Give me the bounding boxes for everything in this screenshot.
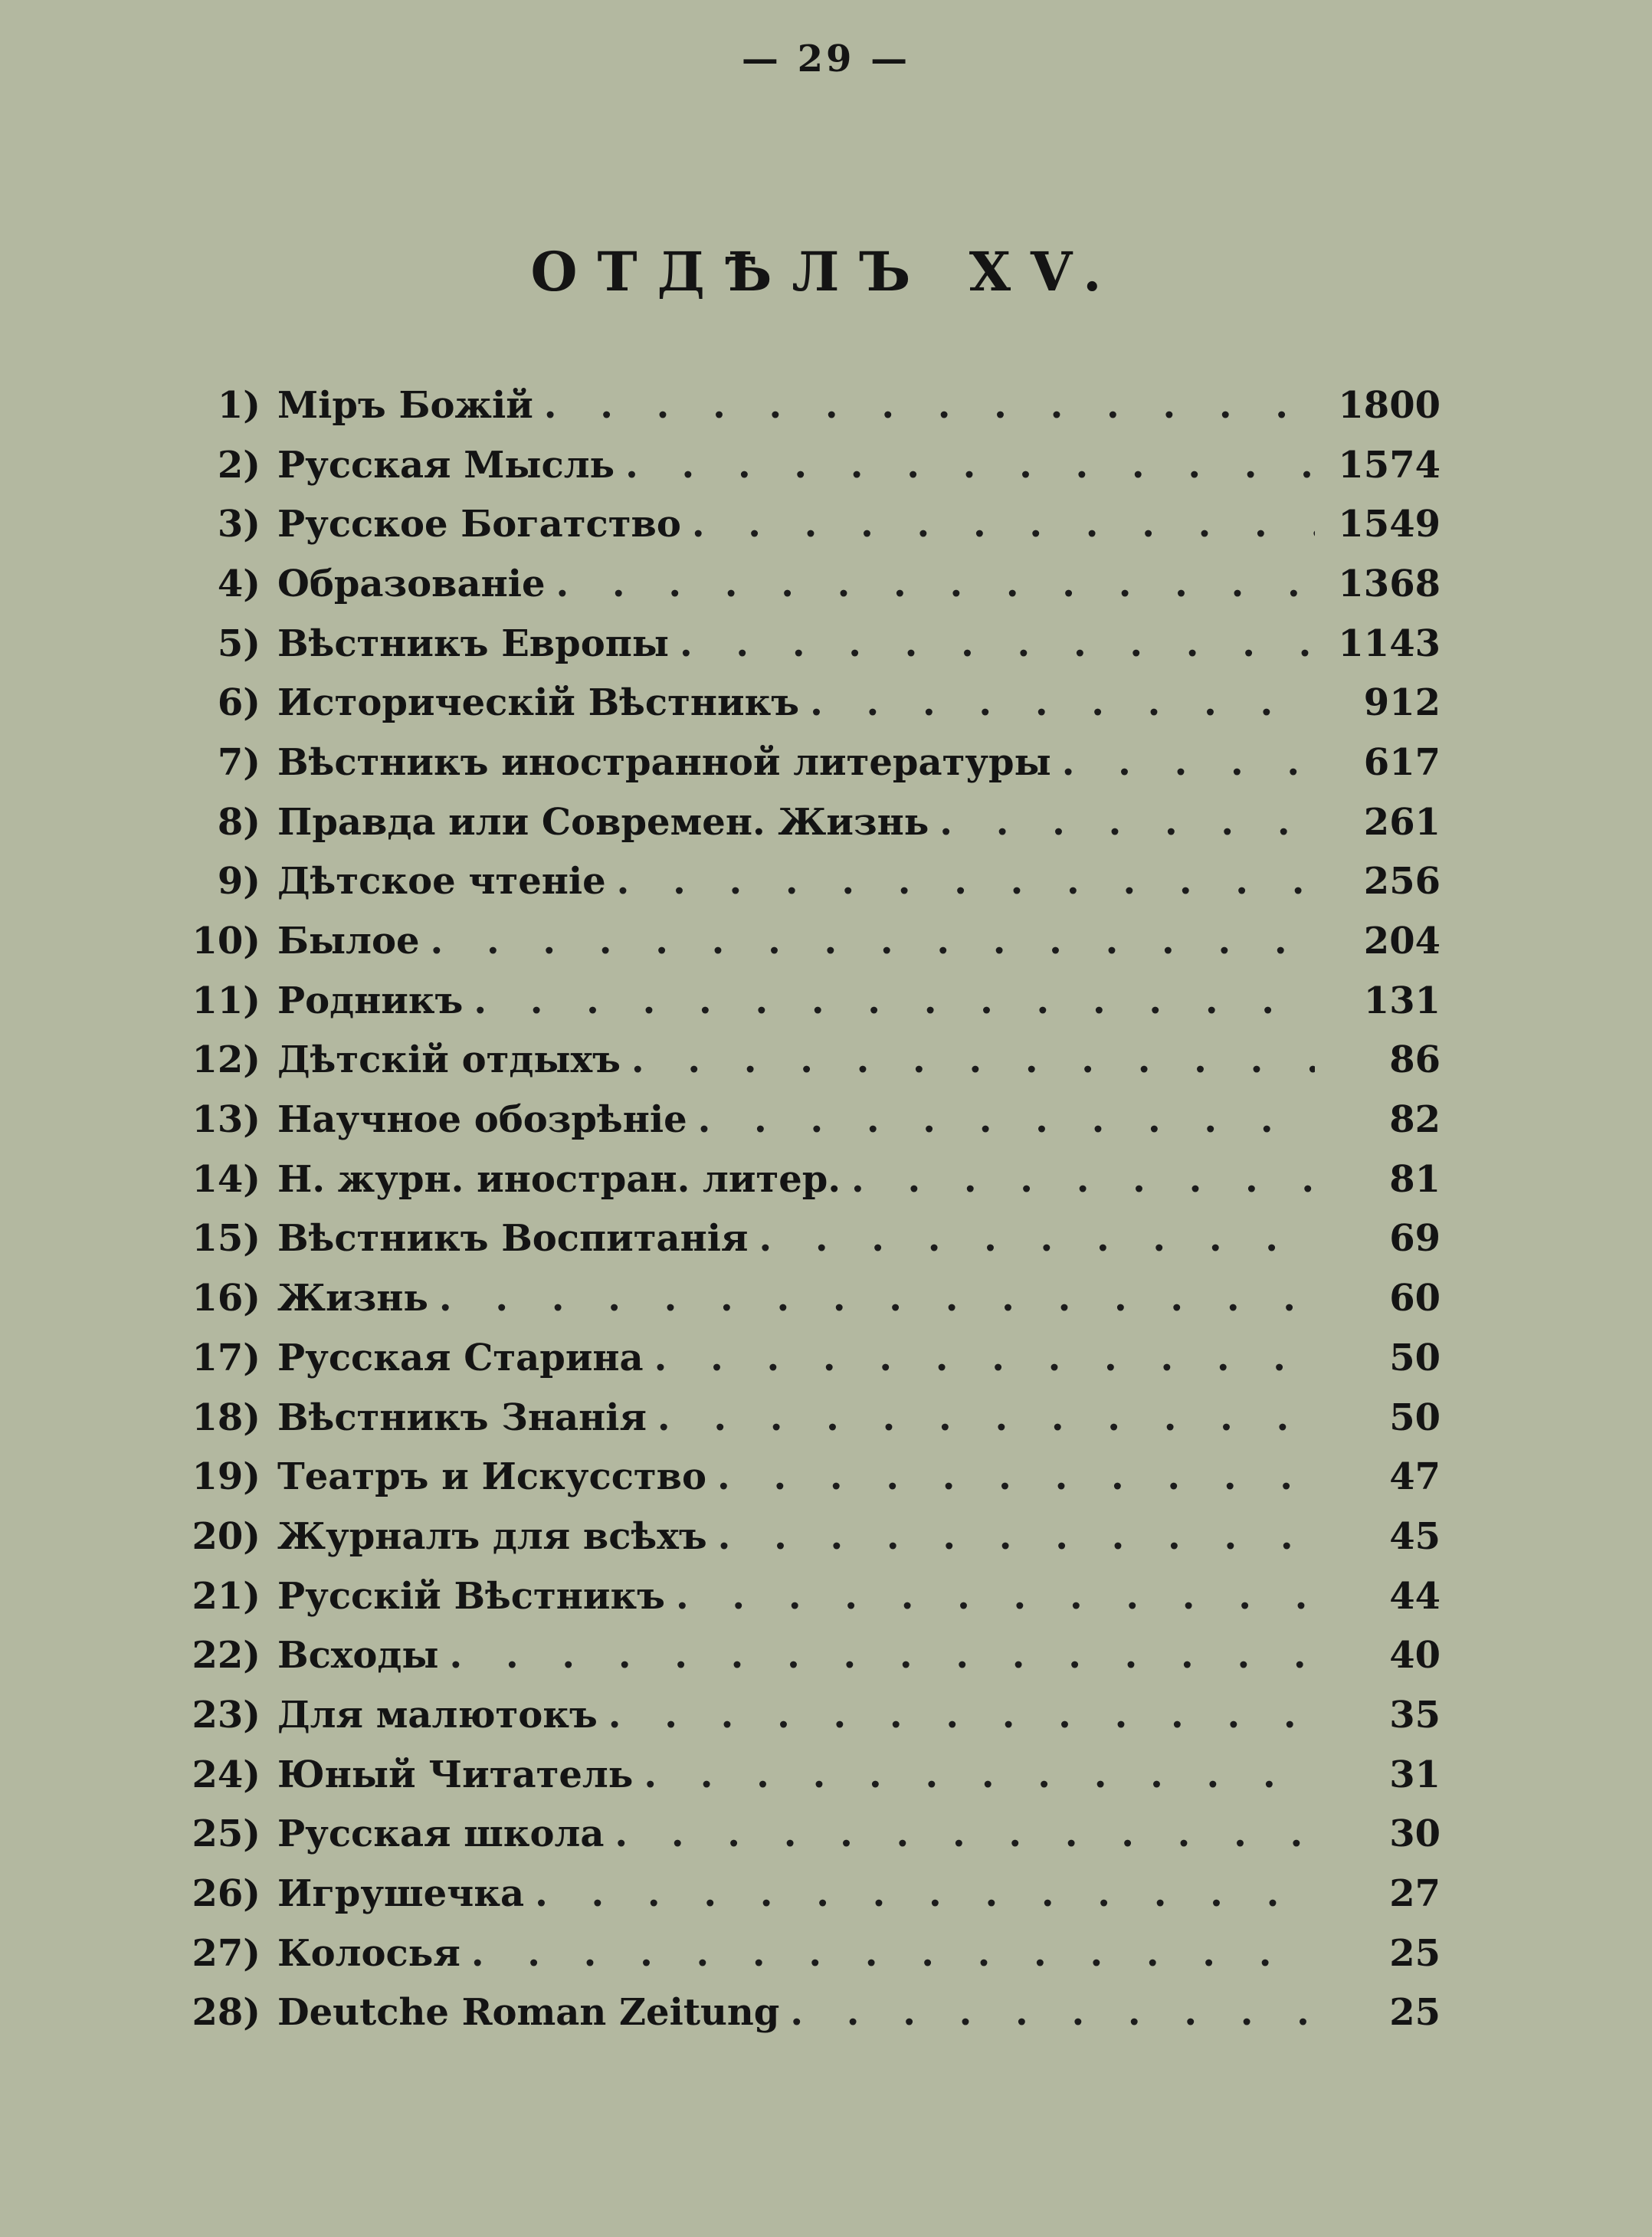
dot-leader — [644, 1753, 1315, 1796]
entry-title: Вѣстникъ Европы — [277, 622, 669, 665]
dot-leader — [790, 1991, 1315, 2034]
list-item — [176, 971, 1441, 1031]
entry-number: 28) — [192, 1991, 261, 2035]
list-item — [176, 1685, 1441, 1745]
entry-count: 44 — [1389, 1574, 1441, 1618]
entry-count: 1143 — [1338, 622, 1441, 665]
entry-title: Жизнь — [277, 1277, 428, 1320]
dot-leader — [450, 1634, 1315, 1677]
entry-count: 27 — [1389, 1872, 1441, 1916]
entry-number: 21) — [192, 1574, 261, 1618]
dot-leader — [680, 622, 1315, 665]
entry-count: 1549 — [1338, 503, 1441, 546]
entry-count: 50 — [1389, 1396, 1441, 1439]
periodicals-list — [176, 376, 1441, 2042]
entry-count: 256 — [1363, 860, 1441, 904]
list-item — [176, 614, 1441, 674]
list-item — [176, 852, 1441, 912]
entry-number: 12) — [192, 1038, 261, 1082]
entry-number: 3) — [217, 503, 261, 546]
entry-count: 69 — [1389, 1217, 1441, 1261]
list-item — [176, 1507, 1441, 1566]
dot-leader — [439, 1277, 1315, 1320]
entry-number: 4) — [217, 562, 261, 605]
dot-leader — [717, 1455, 1315, 1498]
entry-title: Всходы — [277, 1634, 439, 1678]
dot-leader — [556, 563, 1316, 605]
dot-leader — [625, 444, 1315, 487]
entry-count: 131 — [1363, 979, 1441, 1022]
entry-number: 24) — [192, 1753, 261, 1796]
list-item — [176, 1090, 1441, 1150]
entry-number: 1) — [217, 383, 261, 427]
list-item — [176, 1566, 1441, 1626]
entry-title: Для малютокъ — [277, 1693, 598, 1737]
list-item — [176, 376, 1441, 435]
entry-number: 11) — [192, 979, 261, 1022]
list-item — [176, 1150, 1441, 1209]
entry-count: 86 — [1389, 1038, 1441, 1082]
entry-title: Н. журн. иностран. литер. — [277, 1157, 841, 1201]
list-item — [176, 494, 1441, 554]
entry-count: 35 — [1389, 1693, 1441, 1737]
list-item — [176, 1864, 1441, 1924]
list-item — [176, 1924, 1441, 1983]
entry-number: 27) — [192, 1931, 261, 1975]
entry-number: 25) — [192, 1812, 261, 1856]
entry-title: Образованіе — [277, 562, 546, 605]
entry-number: 16) — [192, 1277, 261, 1320]
entry-count: 204 — [1363, 920, 1441, 963]
entry-number: 15) — [192, 1217, 261, 1261]
dot-leader — [657, 1396, 1315, 1439]
dot-leader — [1062, 741, 1315, 784]
list-item — [176, 733, 1441, 792]
entry-count: 25 — [1389, 1991, 1441, 2035]
entry-number: 10) — [192, 920, 261, 963]
entry-number: 13) — [192, 1098, 261, 1142]
list-item — [176, 1031, 1441, 1091]
entry-number: 7) — [217, 740, 261, 784]
entry-title: Правда или Современ. Жизнь — [277, 800, 929, 844]
list-item — [176, 1745, 1441, 1805]
entry-title: Родникъ — [277, 979, 464, 1022]
entry-number: 6) — [217, 681, 261, 725]
entry-number: 14) — [192, 1157, 261, 1201]
entry-title: Вѣстникъ иностранной литературы — [277, 740, 1051, 784]
page-number: — 29 — — [741, 38, 911, 80]
entry-number: 5) — [217, 622, 261, 665]
entry-count: 60 — [1389, 1277, 1441, 1320]
entry-number: 17) — [192, 1336, 261, 1379]
entry-count: 1800 — [1338, 383, 1441, 427]
entry-title: Вѣстникъ Воспитанія — [277, 1217, 749, 1261]
entry-title: Былое — [277, 920, 420, 963]
entry-title: Русская школа — [277, 1812, 605, 1856]
list-item — [176, 435, 1441, 495]
entry-count: 30 — [1389, 1812, 1441, 1856]
dot-leader — [431, 920, 1315, 963]
dot-leader — [692, 503, 1315, 546]
entry-title: Міръ Божій — [277, 383, 533, 427]
entry-count: 1574 — [1338, 443, 1441, 487]
entry-title: Дѣтское чтеніе — [277, 860, 606, 904]
entry-title: Журналъ для всѣхъ — [277, 1514, 707, 1558]
list-item — [176, 1447, 1441, 1507]
list-item — [176, 911, 1441, 971]
entry-title: Deutche Roman Zeitung — [277, 1991, 780, 2035]
dot-leader — [474, 979, 1315, 1022]
entry-title: Дѣтскій отдыхъ — [277, 1038, 621, 1082]
dot-leader — [608, 1694, 1315, 1737]
entry-number: 23) — [192, 1693, 261, 1737]
dot-leader — [759, 1217, 1315, 1260]
entry-count: 81 — [1389, 1157, 1441, 1201]
entry-title: Колосья — [277, 1931, 461, 1975]
dot-leader — [676, 1575, 1315, 1618]
entry-number: 19) — [192, 1455, 261, 1499]
entry-title: Русская Мысль — [277, 443, 615, 487]
dot-leader — [654, 1337, 1315, 1379]
entry-number: 2) — [217, 443, 261, 487]
entry-title: Научное обозрѣніе — [277, 1098, 687, 1142]
dot-leader — [535, 1872, 1315, 1915]
entry-count: 617 — [1363, 740, 1441, 784]
entry-count: 31 — [1389, 1753, 1441, 1796]
entry-title: Театръ и Искусство — [277, 1455, 707, 1499]
entry-title: Русскій Вѣстникъ — [277, 1574, 665, 1618]
dot-leader — [544, 384, 1315, 427]
list-item — [176, 1625, 1441, 1685]
dot-leader — [810, 681, 1315, 724]
dot-leader — [939, 801, 1315, 844]
dot-leader — [471, 1932, 1315, 1975]
list-item — [176, 1983, 1441, 2043]
entry-count: 40 — [1389, 1634, 1441, 1678]
dot-leader — [617, 860, 1315, 903]
list-item — [176, 792, 1441, 852]
list-item — [176, 1388, 1441, 1448]
entry-count: 261 — [1363, 800, 1441, 844]
entry-title: Вѣстникъ Знанія — [277, 1396, 647, 1439]
entry-number: 20) — [192, 1514, 261, 1558]
list-item — [176, 1209, 1441, 1269]
entry-title: Русская Старина — [277, 1336, 644, 1379]
entry-number: 18) — [192, 1396, 261, 1439]
entry-count: 50 — [1389, 1336, 1441, 1379]
list-item — [176, 673, 1441, 733]
entry-count: 1368 — [1338, 562, 1441, 605]
list-item — [176, 554, 1441, 614]
entry-title: Игрушечка — [277, 1872, 525, 1916]
list-item — [176, 1268, 1441, 1328]
entry-count: 82 — [1389, 1098, 1441, 1142]
dot-leader — [615, 1812, 1315, 1855]
dot-leader — [718, 1515, 1315, 1558]
entry-count: 25 — [1389, 1931, 1441, 1975]
entry-count: 45 — [1389, 1514, 1441, 1558]
entry-count: 47 — [1389, 1455, 1441, 1499]
entry-number: 9) — [217, 860, 261, 904]
section-title: ОТДѢЛЪ XV. — [530, 240, 1122, 303]
entry-number: 8) — [217, 800, 261, 844]
entry-title: Историческій Вѣстникъ — [277, 681, 800, 725]
dot-leader — [631, 1038, 1315, 1081]
list-item — [176, 1328, 1441, 1388]
entry-count: 912 — [1363, 681, 1441, 725]
entry-title: Русское Богатство — [277, 503, 681, 546]
dot-leader — [698, 1098, 1315, 1141]
entry-number: 26) — [192, 1872, 261, 1916]
list-item — [176, 1805, 1441, 1865]
entry-number: 22) — [192, 1634, 261, 1678]
dot-leader — [851, 1158, 1315, 1201]
entry-title: Юный Читатель — [277, 1753, 634, 1796]
